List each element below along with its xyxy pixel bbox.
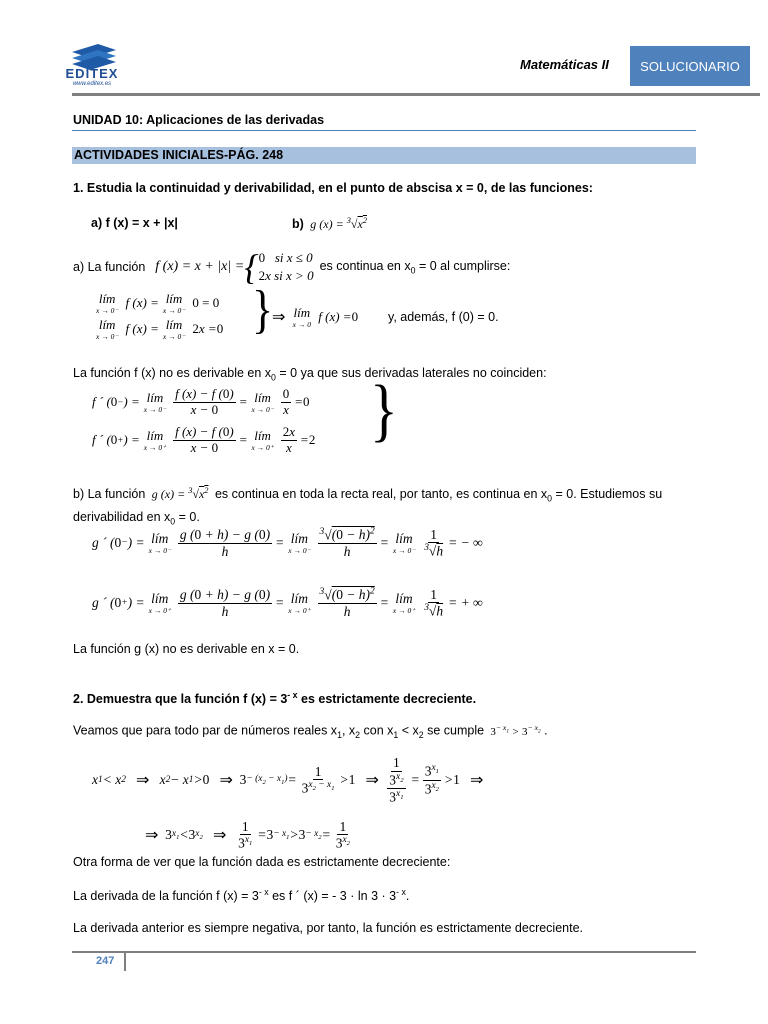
editex-logo-text: EDITEX — [65, 66, 119, 81]
editex-logo-url: www.editex.es — [72, 81, 112, 87]
footer-rule — [72, 951, 696, 953]
q2-intro-mid3: < x — [398, 723, 419, 738]
q1-a-cont-tail: = 0 al cumplirse: — [415, 258, 511, 273]
q1-not-deriv: La función f (x) no es derivable en $x_0 = 0$ ya que sus derivadas laterales no coinciden: — [73, 366, 547, 383]
q1-a-after: y, además, f (0) = 0. — [388, 310, 499, 324]
q1-b-label-text: b) — [292, 217, 304, 231]
q2-statement: 2. Demuestra que la función f $(x) = 3^{- x}$ es estrictamente decreciente. — [73, 690, 477, 707]
solucionario-tag: SOLUCIONARIO — [630, 46, 750, 86]
q2-deriv-tail: . — [405, 889, 410, 904]
q2-derivation-2: ⇒ 3 $x_1$ < 3 $x_2$ ⇒ $\frac{1}{3^{x_1}}$ = 3 − $x_1$ > 3 − $x_2$ = $\frac{1}{3^{x_2}}$ — [145, 818, 350, 851]
q1-a-intro-text: a) La función — [73, 260, 146, 274]
q2-deriv: La derivada de la función f $(x) = 3^{- x}$ es f ´ (x) = - $3 \cdot \ln 3 \cdot 3^{- x}$. — [73, 887, 410, 904]
section-bar-label: ACTIVIDADES INICIALES-PÁG. 248 — [74, 148, 284, 162]
q1-a-implies: ⇒ lím x → 0 f (x) = 0 — [272, 305, 359, 329]
q1-a-label: a) f (x) = x + |x| — [91, 216, 178, 230]
section-bar — [72, 147, 696, 164]
q2-deriv-mid: es f ´ (x) = - 3 · ln 3 · 3 — [268, 889, 397, 904]
q2-derivation-1: x 1 < x 2 ⇒ x 2 − x 1 > 0 ⇒ 3 − $(x_2 - x_1)$ = $\frac{1}{3^{x_2 - x_1}}$ > 1 ⇒ $\frac{1}{\frac{3^{x_2}}{3^{x_1}}}$ = $\frac{3^{x_1}}{3^{x_2}}$ > 1 ⇒ — [92, 755, 484, 805]
q1-a-cont-text: es continua en x — [319, 258, 411, 273]
q2-statement-tail: es estrictamente decreciente. — [297, 692, 477, 707]
left-brace-icon: { — [244, 247, 259, 287]
q2-intro-mid2: con x — [360, 723, 394, 738]
q1-a-intro: a) La función f (x) = x + |x| = { 0 si x ≤ 0 2x si x > 0 es continua en $x_0 = 0$ al cumplirse: — [73, 247, 511, 287]
q1-b-conclusion: La función g (x) no es derivable en x = 0. — [73, 642, 300, 656]
q2-intro: Veamos que para todo par de números reales $x_1$, $x_2$ con $x_1 < x_2$ se cumple $3^{- x_1} > 3^{- x_2}$ . — [73, 723, 548, 741]
q1-b-intro: b) La función g $(x) = ^3√x^2$ es continua en toda la recta real, por tanto, es continua en $x_0 = 0$. Estudiemos su derivabilidad en $x_0 = 0$. — [73, 486, 663, 526]
q1-a-limits: lím x → 0⁻ f (x) = lím x → 0⁻ 0 = 0 lím x → 0⁻ f (x) = lím x → 0⁻ 2 x = 0 — [96, 291, 224, 342]
page-number: 247 — [96, 955, 115, 967]
editex-logo — [58, 40, 126, 92]
q2-intro-mid: , x — [341, 723, 356, 738]
q1-b-cont-text: es continua en toda la recta real, por tanto, es continua en x — [214, 487, 548, 501]
q1-b-deriv-left: g ´ ( 0 − ) = lím x → 0⁻ $\frac{g (0 + h) - g (0)}{h}$ = lím x → 0⁻ $\frac{^3√(0 - h)^2}{h}$ = lím x → 0⁻ $\frac{1}{^3√h}$ = − ∞ — [92, 526, 483, 559]
q1-a-lateral-derivs: f ´ ( 0 − ) = lím x → 0⁻ $\frac{f (x) - f (0)}{x - 0}$ = lím x → 0⁻ $\frac{0}{x}$ = 0 f ´ ( 0 + ) = lím x → 0⁺ $\frac{f (x) - f (0)}{x - 0}$ = lím x → 0⁺ $\frac{2x}{x}$ = 2 — [92, 385, 316, 455]
q1-statement: 1. Estudia la continuidad y derivabilidad, en el punto de abscisa x = 0, de las funciones: — [73, 181, 593, 195]
unit-title-rule — [72, 130, 696, 131]
q1-b-deriv-right: g ´ ( 0 + ) = lím x → 0⁺ $\frac{g (0 + h) - g (0)}{h}$ = lím x → 0⁺ $\frac{^3√(0 - h)^2}{h}$ = lím x → 0⁺ $\frac{1}{^3√h}$ = + ∞ — [92, 586, 483, 619]
q1-b-intro-text: b) La función — [73, 487, 146, 501]
q1-b-cont2-tail: = 0. — [175, 509, 200, 524]
header-rule — [72, 93, 760, 96]
q2-intro-tail: se cumple — [423, 723, 485, 738]
q2-intro-formula: $3^{- x_1} > 3^{- x_2}$ — [490, 723, 541, 738]
q1-a-piecewise: f (x) = x + |x| = { 0 si x ≤ 0 2x si x > 0 — [155, 247, 314, 287]
q1-b-label — [292, 216, 367, 232]
q1-a-lateral-brace: } — [370, 370, 398, 449]
q1-b-cont-tail: = 0. Estudiemos su — [552, 487, 663, 501]
q1-b-formula: g $(x) = ^3√x^2$ — [307, 216, 368, 231]
q1-b-intro-formula: g $(x) = ^3√x^2$ — [148, 486, 209, 501]
q2-intro-text: Veamos que para todo par de números reales x — [73, 723, 338, 738]
q2-deriv-text: La derivada de la función f (x) = 3 — [73, 889, 259, 904]
q2-other: Otra forma de ver que la función dada es estrictamente decreciente: — [73, 855, 451, 869]
q1-not-deriv-text: La función f (x) no es derivable en x — [73, 366, 272, 380]
q2-statement-text: 2. Demuestra que la función f (x) = 3 — [73, 692, 288, 707]
footer-page-divider — [124, 951, 126, 971]
q1-not-deriv-tail: = 0 ya que sus derivadas laterales no coinciden: — [275, 366, 547, 380]
q2-conclusion: La derivada anterior es siempre negativa, por tanto, la función es estrictamente decreciente. — [73, 921, 584, 935]
subject-title: Matemáticas II — [520, 57, 609, 72]
q1-b-cont2-text: derivabilidad en x — [73, 509, 171, 524]
unit-title: UNIDAD 10: Aplicaciones de las derivadas — [73, 113, 325, 127]
q1-a-right-brace: } — [252, 280, 274, 339]
